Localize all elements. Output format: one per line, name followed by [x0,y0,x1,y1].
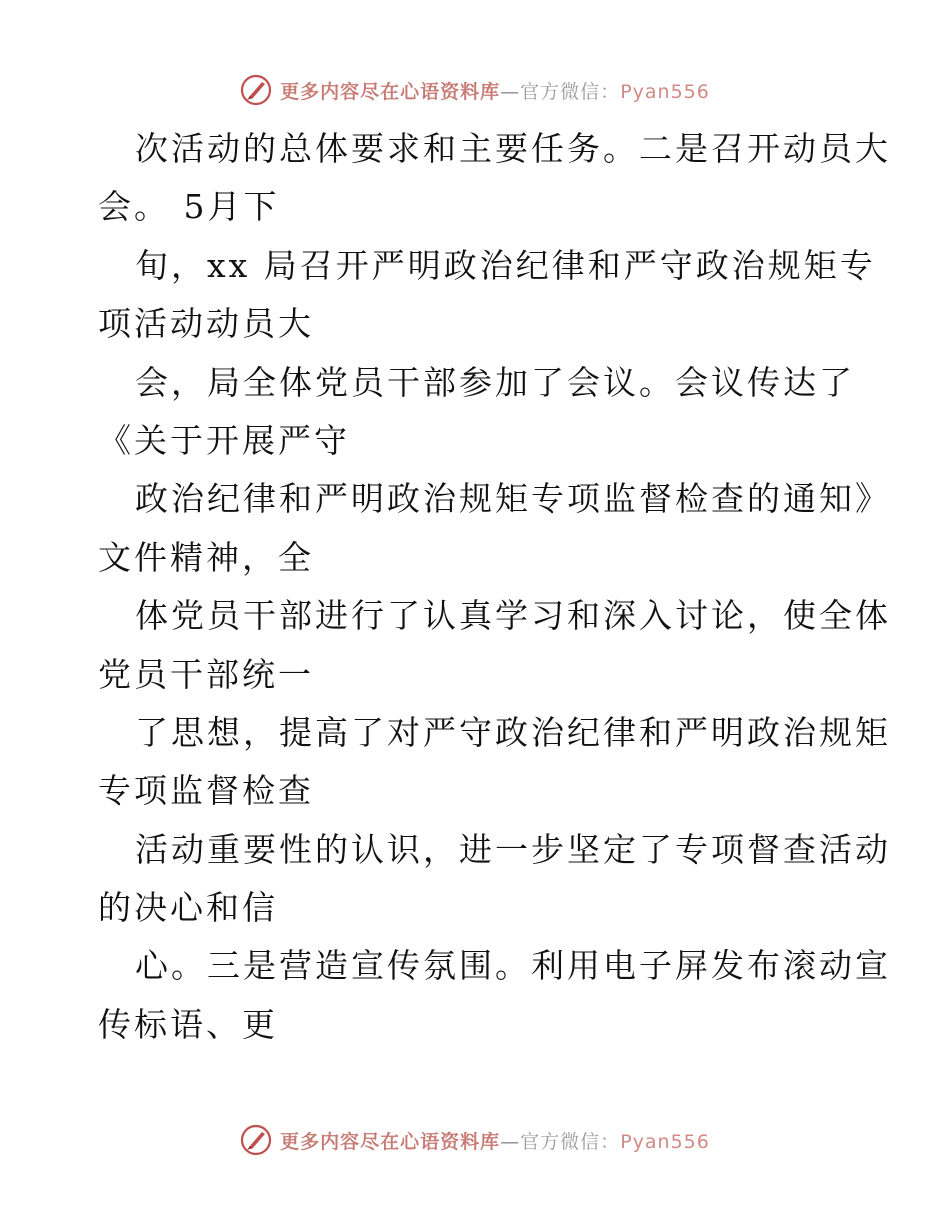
body-line: 次活动的总体要求和主要任务。二是召开动员大 [135,129,891,168]
body-line: 党员干部统一 [98,654,314,694]
body-line: 心。三是营造宣传氛围。利用电子屏发布滚动宣 [135,946,891,986]
watermark-wechat-id: Pyan556 [620,1130,710,1153]
body-line: 项活动动员大 [98,304,314,344]
body-line: 体党员干部进行了认真学习和深入讨论，使全体 [135,596,891,636]
body-line: 文件精神，全 [98,537,314,577]
watermark-dash: — [500,80,521,103]
quill-pen-logo-icon [240,74,272,106]
watermark-wechat-label: 官方微信： [520,1130,621,1153]
body-line: 传标语、更 [98,1004,278,1044]
body-line: 专项监督检查 [98,771,314,811]
header-watermark [0,70,950,110]
watermark-wechat-id: Pyan556 [620,80,710,103]
watermark-text [280,77,710,104]
footer-watermark [0,1120,950,1160]
watermark-brand: 更多内容尽在心语资料库 [280,80,501,103]
watermark-dash: — [500,1130,521,1153]
body-line: 会，局全体党员干部参加了会议。会议传达了 [135,362,855,402]
body-line: 了思想，提高了对严守政治纪律和严明政治规矩 [135,712,891,752]
body-line: 活动重要性的认识，进一步坚定了专项督查活动 [135,829,891,869]
watermark-brand: 更多内容尽在心语资料库 [280,1130,501,1153]
body-line: 旬，xx 局召开严明政治纪律和严守政治规矩专 [135,245,876,285]
body-line: 《关于开展严守 [98,420,350,460]
body-line: 会。 5月下 [98,187,280,227]
body-line: 的决心和信 [98,888,278,928]
body-line: 政治纪律和严明政治规矩专项监督检查的通知》 [135,479,891,519]
watermark-text [280,1127,710,1154]
quill-pen-logo-icon [240,1124,272,1156]
document-body [98,120,891,1054]
watermark-wechat-label: 官方微信： [520,80,621,103]
